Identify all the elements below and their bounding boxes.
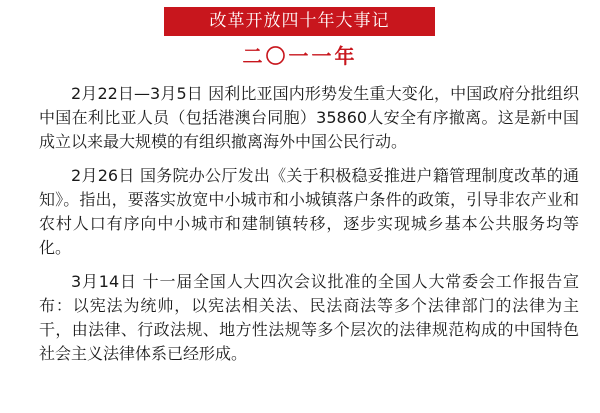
section-title-banner: 改革开放四十年大事记 <box>164 7 435 36</box>
event-paragraph: 2月26日 国务院办公厅发出《关于积极稳妥推进户籍管理制度改革的通知》。指出，要落实放宽中小城市和小城镇落户条件的政策，引导非农产业和农村人口有序向中小城市和建制镇转移，逐步实现城乡基本公共服务均等化。 <box>39 166 579 257</box>
year-heading: 二〇一一年 <box>242 44 358 68</box>
event-paragraph: 3月14日 十一届全国人大四次会议批准的全国人大常委会工作报告宣布：以宪法为统帅，以宪法相关法、民法商法等多个法律部门的法律为主干，由法律、行政法规、地方性法规等多个层次的法律规范构成的中国特色社会主义法律体系已经形成。 <box>39 272 579 363</box>
event-paragraph: 2月22日—3月5日 因利比亚国内形势发生重大变化，中国政府分批组织中国在利比亚人员（包括港澳台同胞）35860人安全有序撤离。这是新中国成立以来最大规模的有组织撤离海外中国公民行动。 <box>39 84 579 151</box>
event-list <box>39 82 579 376</box>
